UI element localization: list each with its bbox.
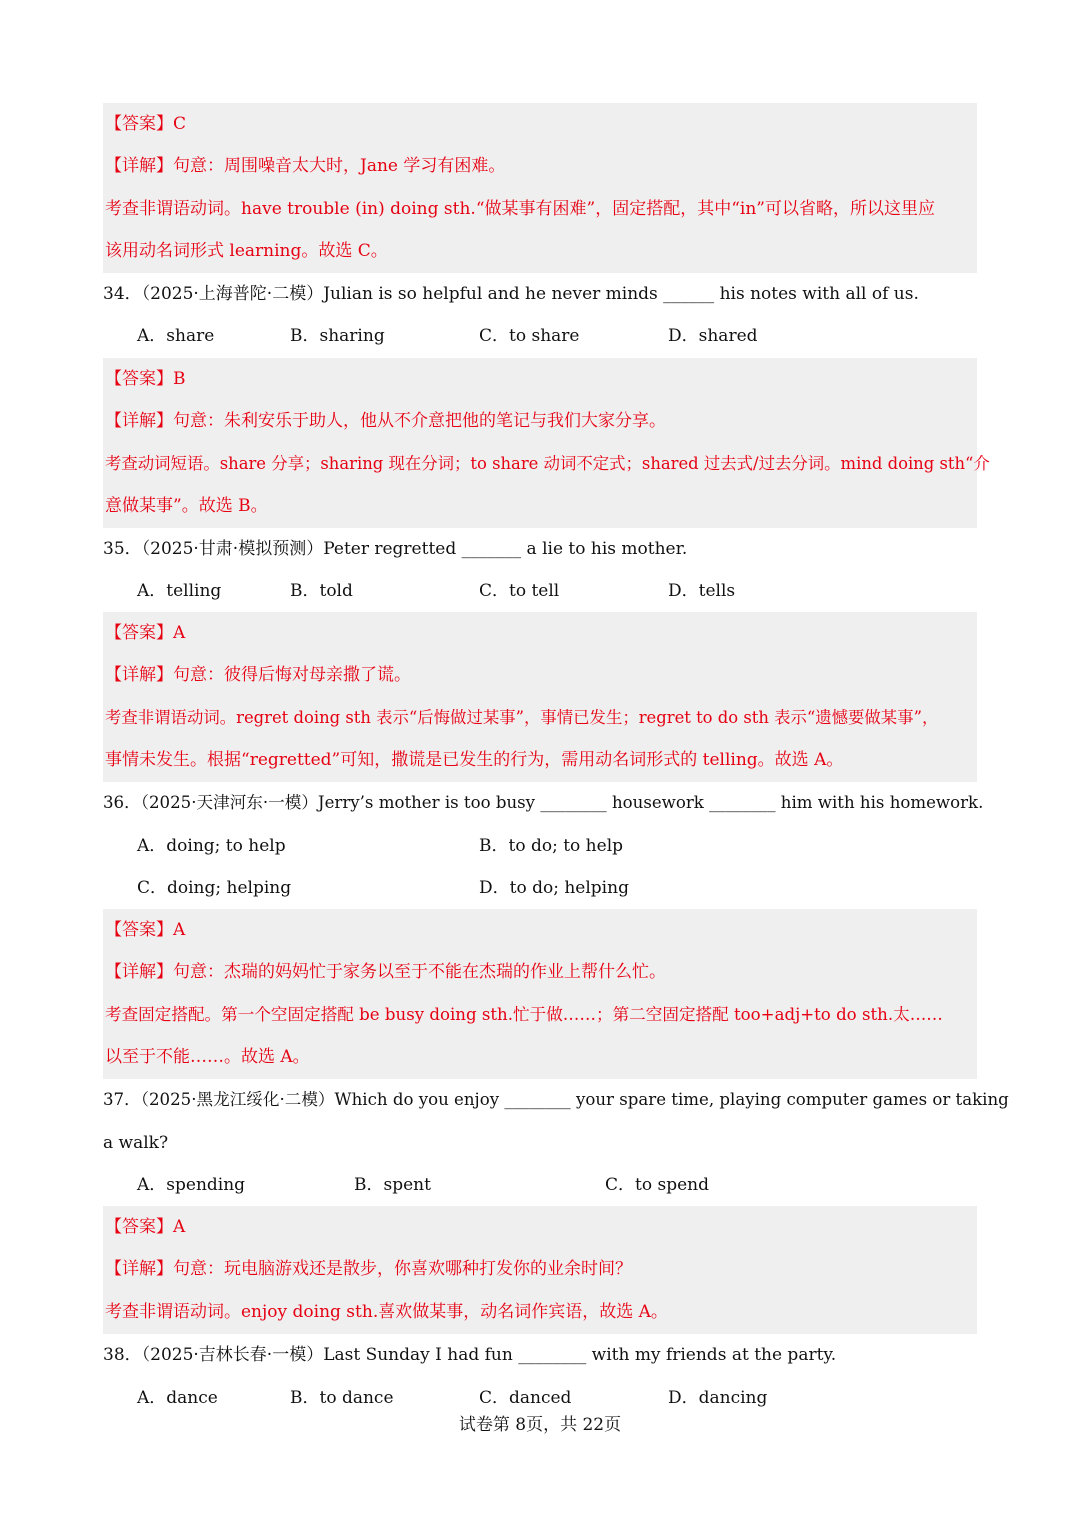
option-b: B．to do; to help (479, 836, 624, 856)
explanation-line: 【详解】句意：朱利安乐于助人，他从不介意把他的笔记与我们大家分享。 (105, 411, 666, 431)
option-d: D．dancing (668, 1388, 768, 1408)
explanation-line: 【详解】句意：杰瑞的妈妈忙于家务以至于不能在杰瑞的作业上帮什么忙。 (105, 962, 666, 982)
question-37-stem-cont: a walk? (103, 1133, 169, 1153)
option-a: A．spending (137, 1175, 246, 1195)
answer-box-q35 (103, 612, 977, 782)
analysis-line: 考查非谓语动词。regret doing sth 表示“后悔做过某事”，事情已发生；regret to do sth 表示“遗憾要做某事”， (105, 708, 939, 727)
option-a: A．telling (137, 581, 222, 601)
answer-box-q37 (103, 1206, 977, 1334)
answer-box-q34 (103, 358, 990, 528)
option-d: D．to do; helping (479, 878, 629, 898)
explanation-line: 【详解】句意：周围噪音太大时，Jane 学习有困难。 (105, 156, 506, 176)
option-a: A．share (137, 326, 215, 346)
explanation-line: 【详解】句意：玩电脑游戏还是散步，你喜欢哪种打发你的业余时间？ (105, 1259, 632, 1279)
analysis-line: 该用动名词形式 learning。故选 C。 (105, 241, 388, 261)
analysis-line: 考查固定搭配。第一个空固定搭配 be busy doing sth.忙于做……；第二空固定搭配 too+adj+to do sth.太…… (105, 1005, 943, 1024)
question-37-stem: 37．（2025·黑龙江绥化·二模）Which do you enjoy ________ your spare time, playing computer games or taking (103, 1090, 1009, 1109)
answer-label: 【答案】B (105, 369, 186, 389)
question-36-stem: 36．（2025·天津河东·一模）Jerry’s mother is too busy ________ housework ________ him with his homework. (103, 793, 984, 812)
analysis-line: 考查非谓语动词。enjoy doing sth.喜欢做某事，动名词作宾语，故选 A。 (105, 1302, 668, 1322)
option-c: C．danced (479, 1388, 572, 1408)
option-d: D．tells (668, 581, 736, 601)
analysis-line: 事情未发生。根据“regretted”可知，撒谎是已发生的行为，需用动名词形式的 telling。故选 A。 (105, 750, 844, 770)
option-a: A．doing; to help (137, 836, 286, 856)
explanation-line: 【详解】句意：彼得后悔对母亲撒了谎。 (105, 665, 411, 685)
option-b: B．to dance (290, 1388, 394, 1408)
option-b: B．sharing (290, 326, 385, 346)
question-34-stem: 34．（2025·上海普陀·二模）Julian is so helpful and he never minds ______ his notes with all of us. (103, 284, 919, 304)
answer-label: 【答案】C (105, 114, 187, 134)
option-a: A．dance (137, 1388, 218, 1408)
answer-label: 【答案】A (105, 920, 186, 940)
option-b: B．spent (354, 1175, 431, 1195)
analysis-line: 考查动词短语。share 分享；sharing 现在分词；to share 动词不定式；shared 过去式/过去分词。mind doing sth“介 (105, 454, 990, 473)
answer-box-q36 (103, 909, 977, 1079)
answer-label: 【答案】A (105, 1217, 186, 1237)
question-38-stem: 38．（2025·吉林长春·一模）Last Sunday I had fun ________ with my friends at the party. (103, 1345, 837, 1365)
option-c: C．to spend (605, 1175, 709, 1195)
question-35-stem: 35．（2025·甘肃·模拟预测）Peter regretted _______ a lie to his mother. (103, 539, 688, 559)
option-c: C．to tell (479, 581, 560, 601)
answer-box-q33 (103, 103, 977, 273)
answer-label: 【答案】A (105, 623, 186, 643)
option-c: C．doing; helping (137, 878, 292, 898)
analysis-line: 意做某事”。故选 B。 (105, 496, 268, 516)
analysis-line: 考查非谓语动词。have trouble (in) doing sth.“做某事有困难”，固定搭配，其中“in”可以省略，所以这里应 (105, 199, 935, 219)
option-d: D．shared (668, 326, 758, 346)
analysis-line: 以至于不能……。故选 A。 (105, 1047, 310, 1067)
page-footer: 试卷第 8页，共 22页 (458, 1415, 622, 1435)
option-b: B．told (290, 581, 353, 601)
option-c: C．to share (479, 326, 580, 346)
